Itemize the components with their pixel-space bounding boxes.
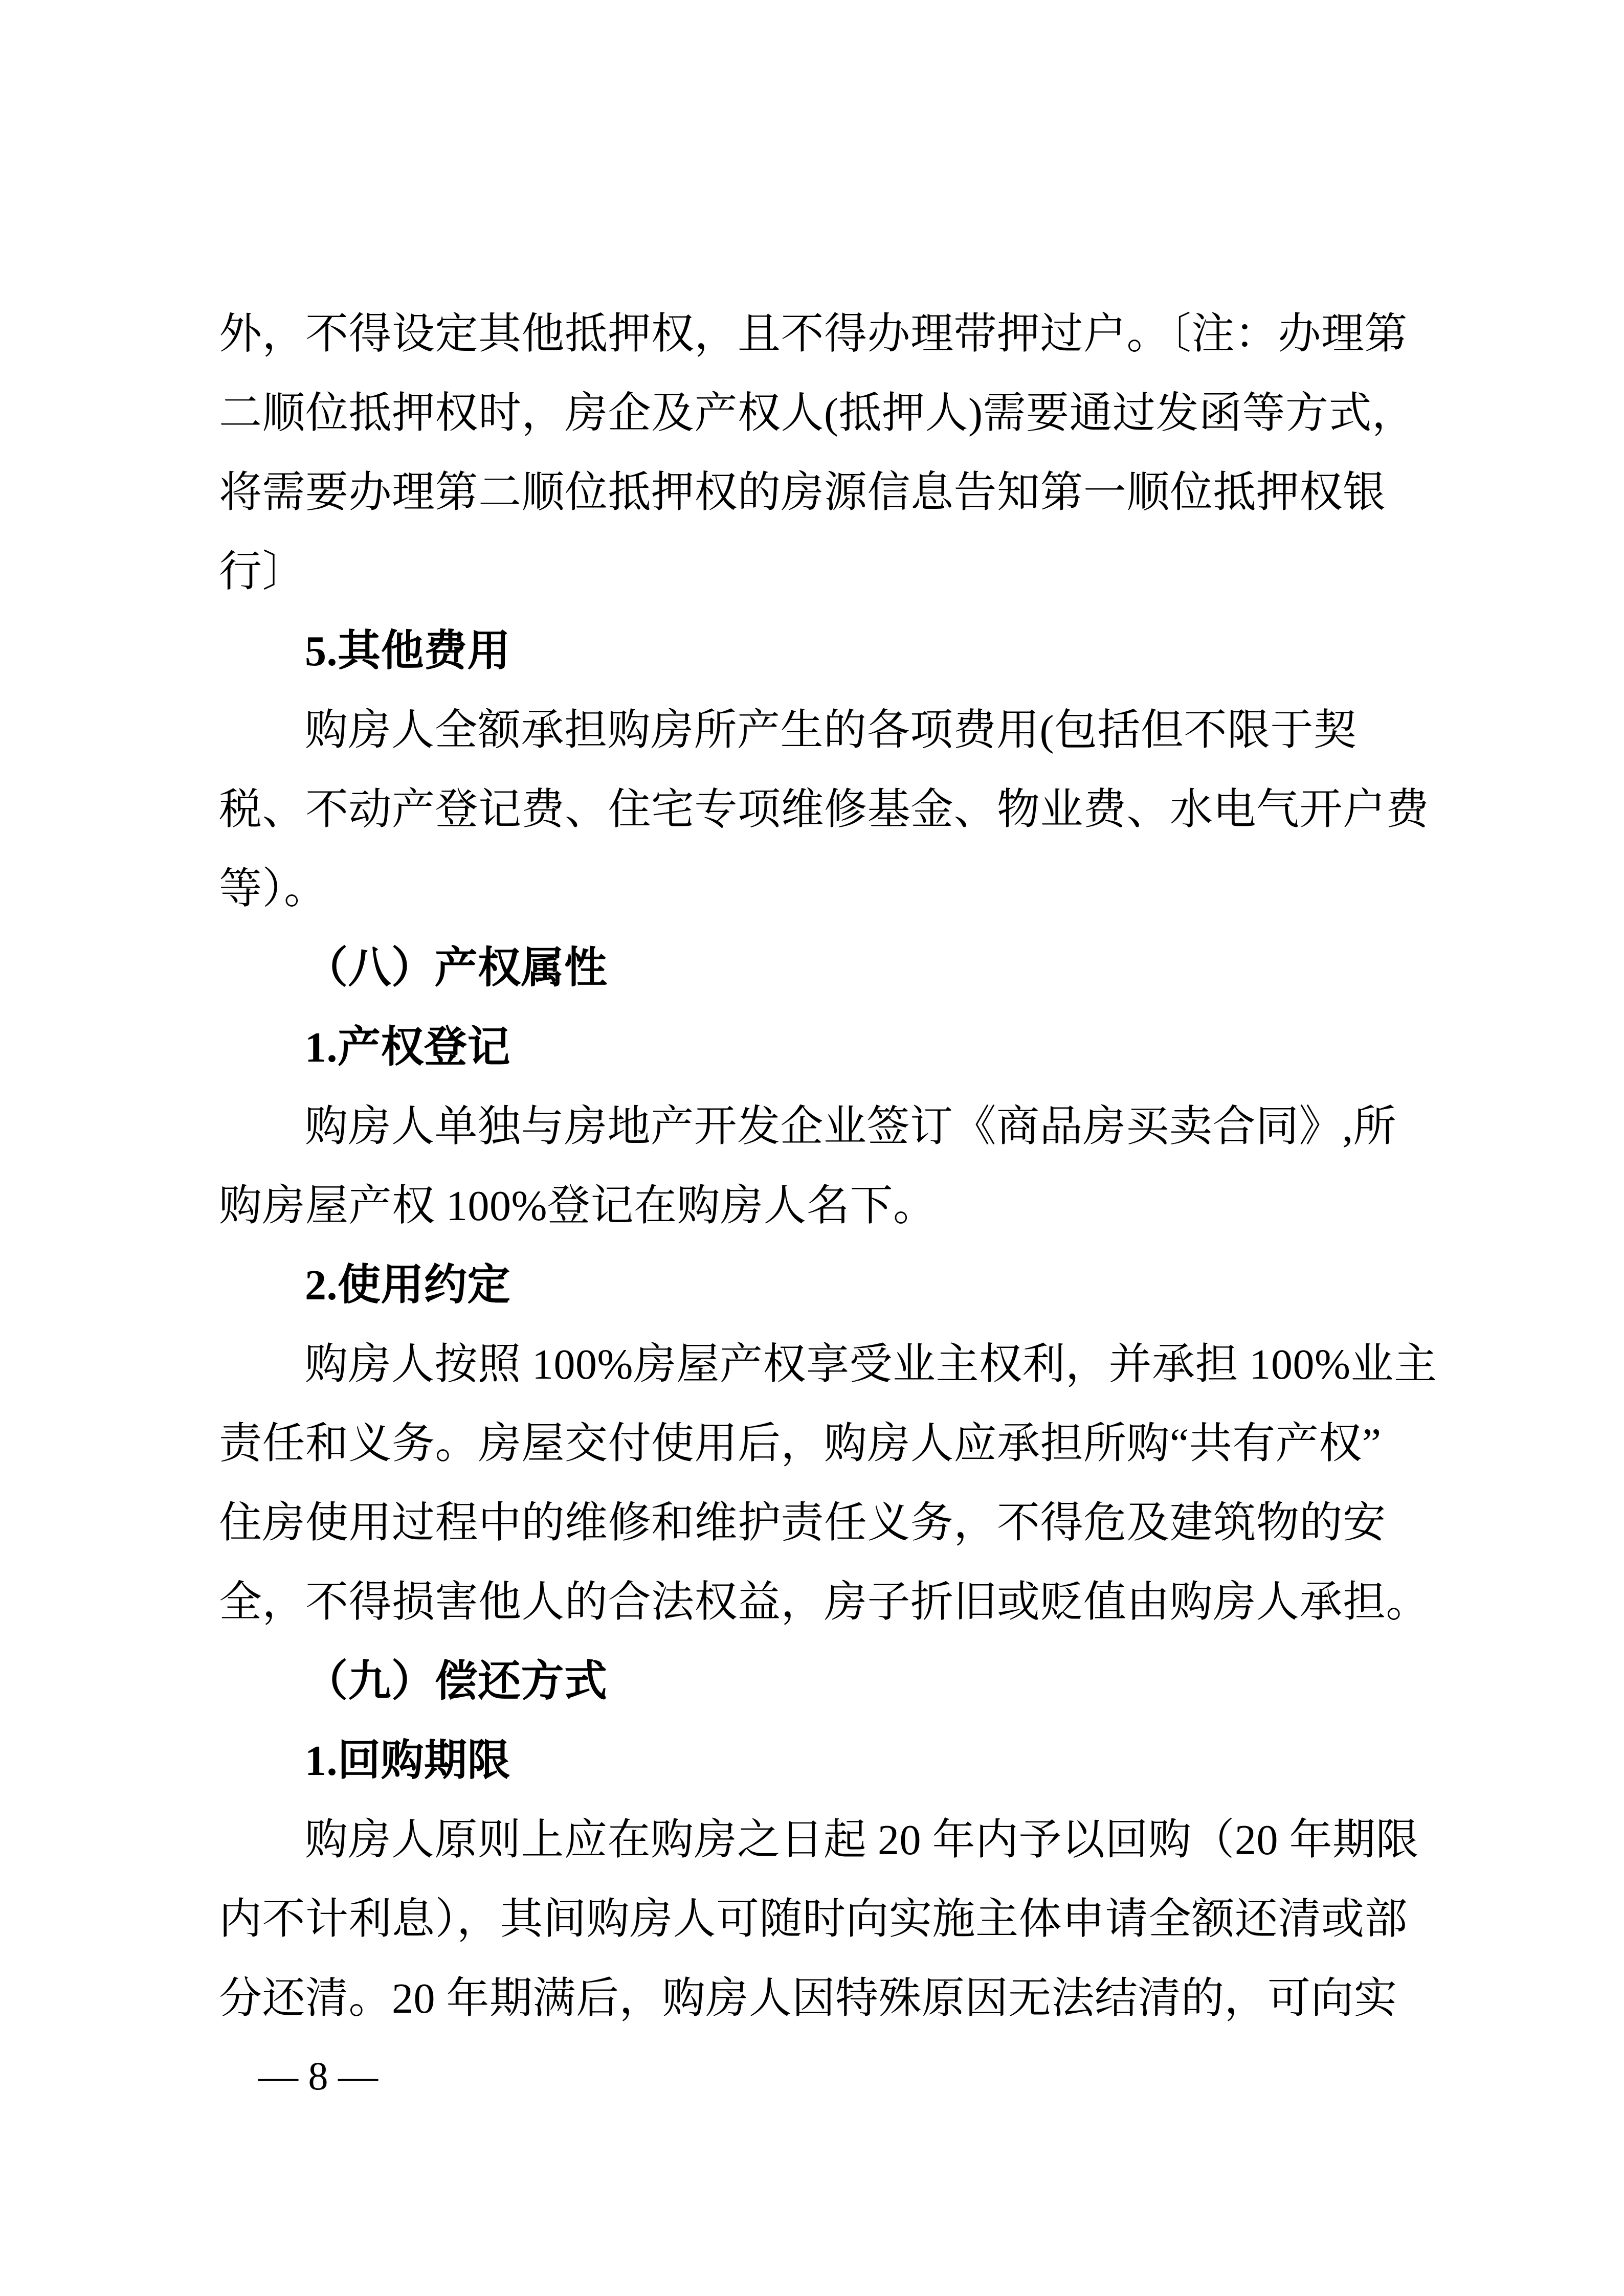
text-block bbox=[219, 295, 1437, 2038]
heading-other-fees: 5.其他费用 bbox=[305, 627, 511, 675]
heading-section-9-repayment-method: （九）偿还方式 bbox=[305, 1658, 608, 1705]
body-line-paragraph-start: 购房人按照 100%房屋产权享受业主权利，并承担 100%业主 bbox=[305, 1341, 1437, 1388]
body-line: 责任和义务。房屋交付使用后，购房人应承担所购“共有产权” bbox=[219, 1420, 1382, 1468]
body-line: 全，不得损害他人的合法权益，房子折旧或贬值由购房人承担。 bbox=[219, 1579, 1430, 1626]
heading-property-registration: 1.产权登记 bbox=[305, 1024, 511, 1071]
body-line: 内不计利息），其间购房人可随时向实施主体申请全额还清或部 bbox=[219, 1896, 1408, 1943]
body-line: 将需要办理第二顺位抵押权的房源信息告知第一顺位抵押权银 bbox=[219, 469, 1386, 516]
body-line: 税、不动产登记费、住宅专项维修基金、物业费、水电气开户费 bbox=[219, 786, 1430, 834]
body-line: 等）。 bbox=[219, 865, 327, 913]
body-line: 分还清。20 年期满后，购房人因特殊原因无法结清的，可向实 bbox=[219, 1975, 1397, 2022]
heading-section-8-property-attributes: （八）产权属性 bbox=[305, 944, 608, 992]
body-line: 外，不得设定其他抵押权，且不得办理带押过户。〔注：办理第 bbox=[219, 310, 1408, 358]
body-line-paragraph-start: 购房人原则上应在购房之日起 20 年内予以回购（20 年期限 bbox=[305, 1816, 1419, 1864]
body-line-paragraph-start: 购房人单独与房地产开发企业签订《商品房买卖合同》,所 bbox=[305, 1103, 1397, 1151]
body-line: 住房使用过程中的维修和维护责任义务，不得危及建筑物的安 bbox=[219, 1499, 1386, 1547]
body-line: 购房屋产权 100%登记在购房人名下。 bbox=[219, 1182, 937, 1230]
body-line: 二顺位抵押权时，房企及产权人(抵押人)需要通过发函等方式， bbox=[219, 390, 1415, 437]
heading-usage-agreement: 2.使用约定 bbox=[305, 1262, 511, 1309]
body-line: 行〕 bbox=[219, 548, 306, 596]
page-number: — 8 — bbox=[258, 2054, 378, 2098]
body-line-paragraph-start: 购房人全额承担购房所产生的各项费用(包括但不限于契 bbox=[305, 707, 1357, 754]
heading-repurchase-term: 1.回购期限 bbox=[305, 1737, 511, 1785]
